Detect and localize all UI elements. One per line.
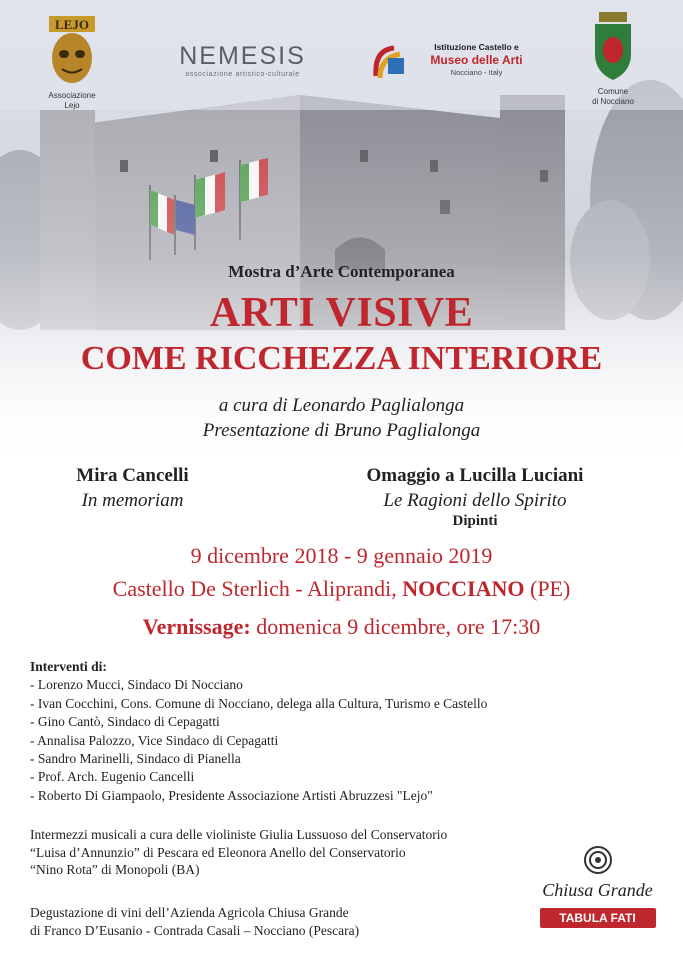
nemesis-title: NEMESIS (179, 42, 306, 70)
lejo-caption-2: Lejo (64, 101, 80, 110)
music-line: Intermezzi musicali a cura delle violiniste Giulia Lussuoso del Conservatorio (30, 827, 448, 842)
speaker-item: - Annalisa Palozzo, Vice Sindaco di Cepagatti (30, 732, 279, 748)
artist-right-name: Omaggio a Lucilla Luciani (366, 465, 584, 486)
vernissage-line (0, 614, 683, 640)
wine-line: Degustazione di vini dell’Azienda Agricola Chiusa Grande (30, 905, 349, 920)
music-line: “Nino Rota” di Monopoli (BA) (30, 862, 200, 877)
chiusa-grande-logo (535, 845, 660, 928)
music-line: “Luisa d’Annunzio” di Pescara ed Eleonora Anello del Conservatorio (30, 844, 406, 860)
presenter-line: Presentazione di Bruno Paglialonga (202, 420, 481, 441)
comune-logo (578, 10, 648, 107)
lejo-logo (42, 14, 102, 111)
artist-left-name: Mira Cancelli (76, 465, 189, 486)
comune-caption-1: Comune (597, 87, 629, 96)
spiral-icon (583, 845, 613, 875)
vernissage-value: domenica 9 dicembre, ore 17:30 (250, 614, 541, 639)
brand-name: Chiusa Grande (542, 880, 653, 900)
artist-left (40, 465, 225, 512)
event-dates: 9 dicembre 2018 - 9 gennaio 2019 (190, 543, 493, 568)
speakers-list (30, 658, 487, 805)
artist-right (300, 465, 650, 530)
museo-line-3: Nocciano - Italy (450, 68, 503, 77)
nemesis-logo (170, 42, 315, 78)
venue-province: (PE) (524, 576, 571, 601)
comune-shield-icon (591, 10, 635, 82)
wine-line: di Franco D’Eusanio - Contrada Casali – Nocciano (Pescara) (30, 922, 360, 938)
museo-swirl-icon (370, 40, 412, 82)
brand-tag: TABULA FATI (540, 908, 656, 928)
wine-paragraph (30, 904, 359, 939)
music-paragraph (30, 826, 447, 879)
exhibition-title-line-1: ARTI VISIVE (209, 290, 474, 336)
svg-text:LEJO: LEJO (55, 17, 89, 32)
speaker-item: - Prof. Arch. Eugenio Cancelli (30, 769, 195, 785)
lejo-mask-icon (47, 14, 97, 86)
exhibition-subtitle: Mostra d’Arte Contemporanea (228, 262, 455, 281)
venue-town: NOCCIANO (402, 576, 525, 601)
speaker-item: - Ivan Cocchini, Cons. Comune di Nocciano, delega alla Cultura, Turismo e Castello (30, 695, 488, 711)
event-venue (0, 576, 683, 602)
venue-name: Castello De Sterlich - Aliprandi, (112, 576, 403, 601)
vernissage-label: Vernissage: (142, 614, 251, 639)
artist-left-subtitle: In memoriam (81, 490, 184, 511)
nemesis-tagline: associazione artistico-culturale (185, 71, 300, 78)
exhibition-title-line-2: COME RICCHEZZA INTERIORE (80, 340, 603, 377)
curator-line: a cura di Leonardo Paglialonga (218, 395, 465, 416)
museo-logo (370, 40, 535, 82)
speaker-item: - Gino Cantò, Sindaco di Cepagatti (30, 714, 220, 730)
artist-right-kind: Dipinti (452, 513, 498, 529)
speakers-title: Interventi di: (30, 659, 107, 674)
speaker-item: - Roberto Di Giampaolo, Presidente Associazione Artisti Abruzzesi "Lejo" (30, 787, 433, 803)
museo-line-1: Istituzione Castello e (434, 42, 519, 52)
museo-line-2b: delle Arti (468, 53, 523, 67)
artist-right-subtitle: Le Ragioni dello Spirito (383, 490, 567, 511)
museo-line-2a: Museo (430, 53, 469, 67)
comune-caption-2: di Nocciano (592, 97, 634, 106)
speaker-item: - Sandro Marinelli, Sindaco di Pianella (30, 751, 241, 767)
speaker-item: - Lorenzo Mucci, Sindaco Di Nocciano (30, 677, 243, 693)
lejo-caption-1: Associazione (48, 91, 96, 100)
